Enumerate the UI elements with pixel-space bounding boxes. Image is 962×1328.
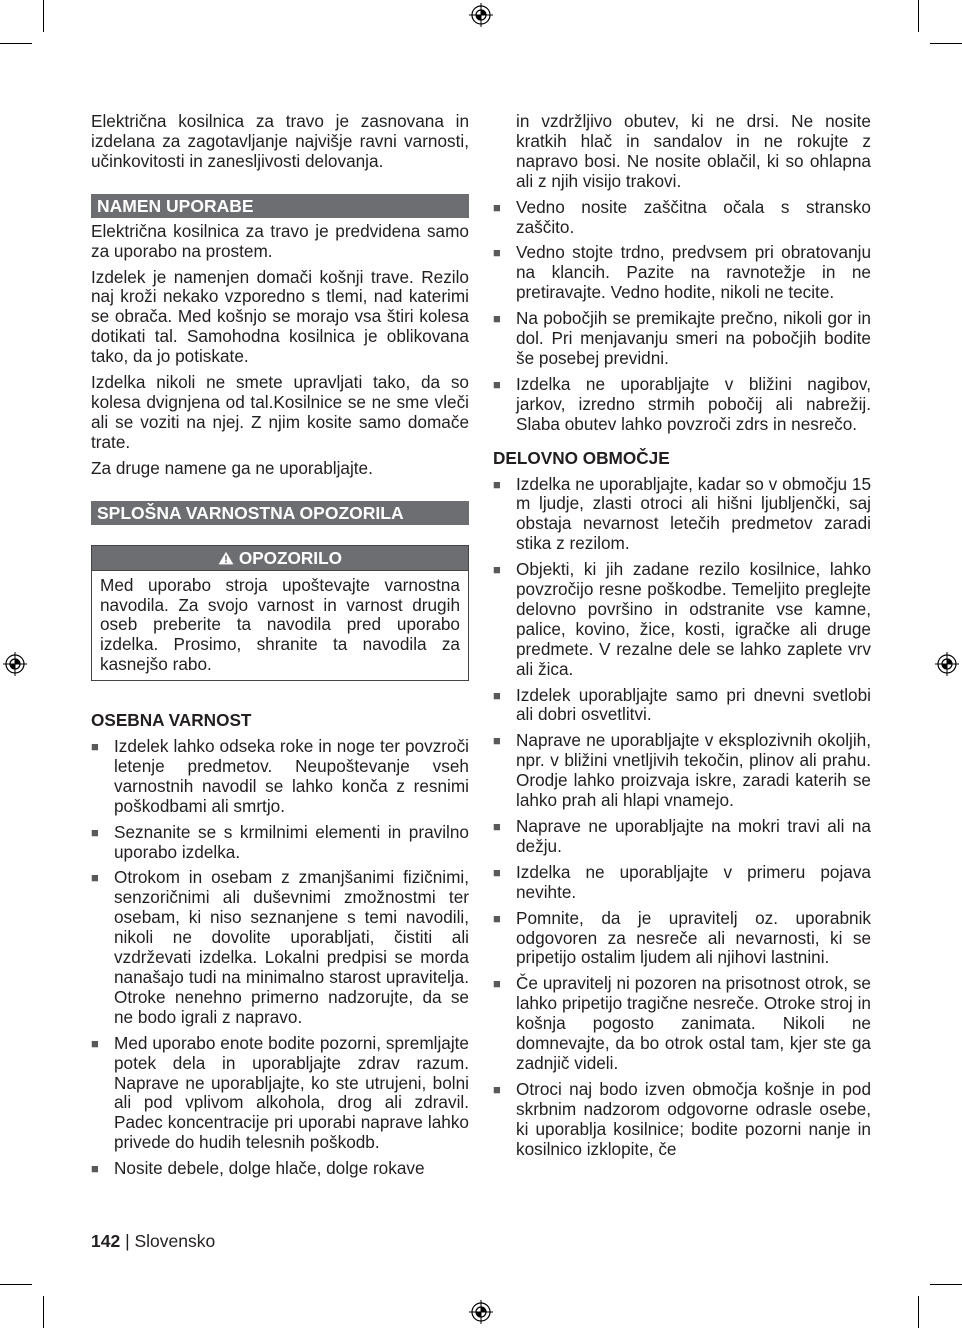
list-item: ■ Nosite debele, dolge hlače, dolge rokave — [91, 1158, 425, 1179]
list-item: ■ Izdelka ne uporabljajte v primeru pojava nevihte. — [493, 861, 871, 902]
footer-separator: | — [125, 1231, 130, 1251]
bullet-icon: ■ — [91, 1035, 99, 1051]
paragraph: Električna kosilnica za travo je predvidena samo za uporabo na prostem. — [91, 220, 469, 261]
crop-mark — [0, 43, 32, 44]
list-item: ■ Vedno stojte trdno, predvsem pri obratovanju na klancih. Pazite na ravnotežje in ne pretiravajte. Vedno hodite, nikoli ne tecite. — [493, 242, 871, 303]
list-item: ■ Seznanite se s krmilnimi elementi in pravilno uporabo izdelka. — [91, 821, 469, 862]
list-item: ■ Na pobočjih se premikajte prečno, nikoli gor in dol. Pri menjavanju smeri na pobočjih bodite še posebej previdni. — [493, 308, 871, 368]
paragraph: Izdelka nikoli ne smete upravljati tako, da so kolesa dvignjena od tal.Kosilnice se ne sme vleči ali se voziti na njej. Z njim kosite samo domače trate. — [91, 372, 469, 452]
bullet-icon: ■ — [493, 199, 501, 215]
bullet-icon: ■ — [493, 376, 501, 392]
bullet-icon: ■ — [493, 733, 501, 749]
bullet-icon: ■ — [493, 562, 501, 578]
crop-mark — [0, 1284, 32, 1285]
footer-language: Slovensko — [134, 1231, 216, 1251]
list-item: ■ Objekti, ki jih zadane rezilo kosilnice, lahko povzročijo resne poškodbe. Temeljito preglejte delovno površino in odstranite vse kamne, palice, kovino, žice, kosti, igračke ali druge predmete. V rezalne dele se lahko zaplete vrv ali žica. — [493, 559, 871, 679]
section-heading-safety-warnings: SPLOŠNA VARNOSTNA OPOZORILA — [91, 501, 469, 525]
subheading-work-area: DELOVNO OBMOČJE — [493, 447, 670, 468]
list-item: ■ Naprave ne uporabljajte v eksplozivnih okoljih, npr. v bližini vnetljivih tekočin, plinov ali prahu. Orodje lahko proizvaja iskre, zaradi katerih se lahko prah ali hlapi vnamejo. — [493, 730, 871, 811]
list-item: ■ Izdelek lahko odseka roke in noge ter povzroči letenje predmetov. Neupoštevanje vseh varnostnih navodil se lahko konča z resnimi poškodbami ali smrtjo. — [91, 736, 469, 816]
paragraph: Izdelek je namenjen domači košnji trave. Rezilo naj kroži nekako vzporedno s tlemi, nad katerimi se obrača. Med košnjo se morajo vsa štiri kolesa dotikati tal. Samohodna kosilnica je oblikovana tako, da jo potiskate. — [91, 266, 469, 367]
warning-box — [91, 545, 469, 682]
list-item: ■ Izdelka ne uporabljajte, kadar so v območju 15 m ljudje, zlasti otroci ali hišni ljubljenčki, saj obstaja nevarnost letečih predmetov zaradi stika z rezilom. — [493, 473, 871, 554]
list-item: ■ Otroci naj bodo izven območja košnje in pod skrbnim nadzorom odgovorne odrasle osebe, ki uporablja kosilnice; bodite pozorni nanje in kosilnico izklopite, če — [493, 1078, 871, 1159]
bullet-icon: ■ — [493, 864, 501, 880]
bullet-icon: ■ — [493, 819, 501, 834]
intro-paragraph: Električna kosilnica za travo je zasnovana in izdelana za zagotavljanje najvišje ravni varnosti, učinkovitosti in zanesljivosti delovanja. — [91, 111, 469, 171]
bullet-icon: ■ — [91, 739, 99, 755]
subheading-personal-safety: OSEBNA VARNOST — [91, 710, 252, 731]
list-item: ■ Izdelka ne uporabljajte v bližini nagibov, jarkov, izredno strmih pobočij ali nabrežij. Slaba obutev lahko povzroči zdrs in nesrečo. — [493, 373, 871, 434]
registration-mark-icon — [935, 652, 959, 676]
bullet-icon: ■ — [493, 910, 501, 926]
list-item: ■ Pomnite, da je upravitelj oz. uporabnik odgovoren za nesreče ali nevarnosti, ki se pripetijo ostalim ljudem ali njihovi lastnini. — [493, 907, 871, 968]
warning-header — [92, 546, 468, 571]
page-footer — [91, 1231, 215, 1252]
bullet-icon: ■ — [493, 687, 501, 703]
crop-mark — [43, 1296, 44, 1328]
bullet-icon: ■ — [493, 1081, 501, 1097]
crop-mark — [43, 0, 44, 32]
crop-mark — [918, 1296, 919, 1328]
bullet-icon: ■ — [493, 311, 501, 327]
list-item: ■ Med uporabo enote bodite pozorni, spremljajte potek dela in uporabljajte zdrav razum. Naprave ne uporabljajte, ko ste utrujeni, bolni ali pod vplivom alkohola, drog ali zdravil. Padec koncentracije pri uporabi naprave lahko privede do hudih telesnih poškodb. — [91, 1032, 469, 1153]
right-column — [493, 112, 871, 1166]
warning-title: OPOZORILO — [238, 547, 342, 568]
bullet-icon: ■ — [493, 976, 501, 992]
list-item: ■ Če upravitelj ni pozoren na prisotnost otrok, se lahko pripetijo tragične nesreče. Otroke stroj in košnja pogosto zanimata. Nikoli ne domnevajte, da bo otrok ostal tam, kjer ste ga zadnjič videli. — [493, 973, 871, 1073]
paragraph: Za druge namene ga ne uporabljajte. — [91, 457, 373, 478]
bullet-icon: ■ — [91, 824, 99, 840]
registration-mark-icon — [469, 1300, 493, 1324]
list-item: ■ Otrokom in osebam z zmanjšanimi fizičnimi, senzoričnimi ali duševnimi zmožnostmi ter osebam, ki niso seznanjene s temi navodili, nikoli ne dovolite uporabljati, čistiti ali vzdrževati izdelka. Lokalni predpisi se morda nanašajo tudi na minimalno starost upravitelja. Otroke nenehno primerno nadzorujte, da se ne bodo igrali z napravo. — [91, 867, 469, 1027]
list-item: ■ Naprave ne uporabljajte na mokri travi ali na dežju. — [493, 816, 871, 856]
crop-mark — [930, 43, 962, 44]
bullet-icon: ■ — [493, 476, 501, 492]
list-item: ■ Izdelek uporabljajte samo pri dnevni svetlobi ali dobri osvetlitvi. — [493, 684, 871, 725]
continued-paragraph: in vzdržljivo obutev, ki ne drsi. Ne nosite kratkih hlač in sandalov in ne rokujte z napravo bosi. Ne nosite oblačil, ki so ohlapna ali z njih visijo trakovi. — [516, 111, 871, 191]
bullet-icon: ■ — [91, 870, 99, 886]
crop-mark — [930, 1284, 962, 1285]
bullet-icon: ■ — [91, 1161, 99, 1177]
bullet-icon: ■ — [493, 245, 501, 261]
registration-mark-icon — [469, 3, 493, 27]
warning-triangle-icon — [218, 551, 234, 565]
warning-text: Med uporabo stroja upoštevajte varnostna navodila. Za svojo varnost in varnost drugih oseb preberite ta navodila pred uporabo izdelka. Prosimo, shranite ta navodila za kasnejšo rabo. — [100, 574, 460, 675]
page-number: 142 — [91, 1231, 121, 1251]
crop-mark — [918, 0, 919, 32]
list-item: ■ Vedno nosite zaščitna očala s stransko zaščito. — [493, 196, 871, 237]
section-heading-intended-use: NAMEN UPORABE — [91, 194, 469, 218]
registration-mark-icon — [3, 652, 27, 676]
left-column — [91, 112, 469, 1185]
